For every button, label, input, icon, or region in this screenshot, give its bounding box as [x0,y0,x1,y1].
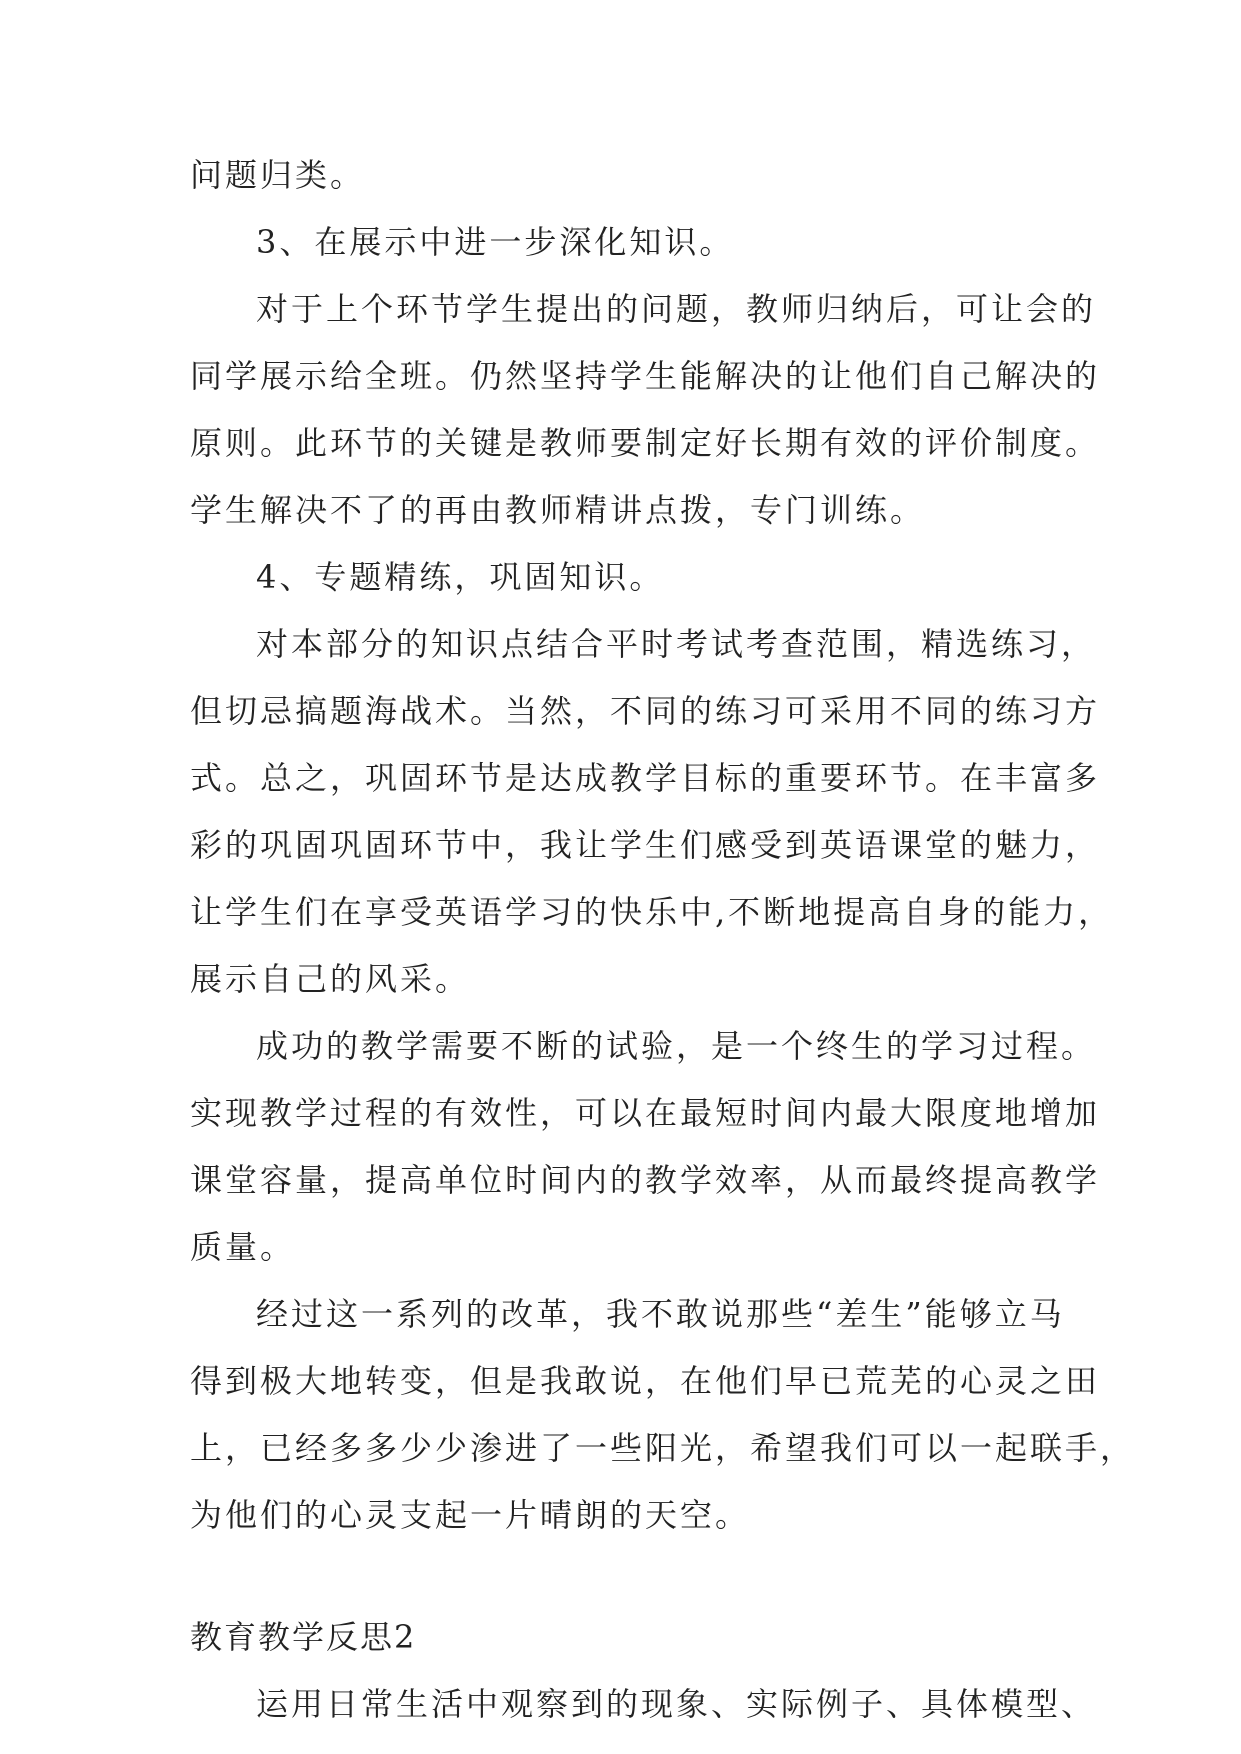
paragraph-line: 为他们的心灵支起一片晴朗的天空。 [190,1496,751,1534]
paragraph-line: 课堂容量，提高单位时间内的教学效率，从而最终提高教学 [190,1161,1101,1199]
paragraph-line: 同学展示给全班。仍然坚持学生能解决的让他们自己解决的 [190,357,1101,395]
paragraph-line: 运用日常生活中观察到的现象、实际例子、具体模型、 [256,1685,1097,1723]
paragraph-line: 得到极大地转变，但是我敢说，在他们早已荒芜的心灵之田 [190,1362,1101,1400]
list-item-4: 4、专题精练，巩固知识。 [256,558,665,596]
paragraph-line: 学生解决不了的再由教师精讲点拨，专门训练。 [190,491,926,529]
paragraph-line: 但切忌搞题海战术。当然，不同的练习可采用不同的练习方 [190,692,1101,730]
paragraph-line: 展示自己的风采。 [190,960,471,998]
paragraph-line: 对本部分的知识点结合平时考试考查范围，精选练习， [256,625,1097,663]
paragraph-line: 让学生们在享受英语学习的快乐中,不断地提高自身的能力， [190,893,1114,931]
paragraph-line: 成功的教学需要不断的试验，是一个终生的学习过程。 [256,1027,1097,1065]
paragraph-line: 经过这一系列的改革，我不敢说那些“差生”能够立马 [256,1295,1065,1333]
paragraph-line: 上，已经多多少少渗进了一些阳光，希望我们可以一起联手， [190,1429,1136,1467]
paragraph-line: 问题归类。 [190,156,366,194]
paragraph-line: 式。总之，巩固环节是达成教学目标的重要环节。在丰富多 [190,759,1101,797]
paragraph-line: 实现教学过程的有效性，可以在最短时间内最大限度地增加 [190,1094,1101,1132]
paragraph-line: 原则。此环节的关键是教师要制定好长期有效的评价制度。 [190,424,1101,462]
paragraph-line: 彩的巩固巩固环节中，我让学生们感受到英语课堂的魅力， [190,826,1101,864]
list-item-3: 3、在展示中进一步深化知识。 [256,223,735,261]
section-heading: 教育教学反思2 [190,1618,417,1656]
paragraph-line: 质量。 [190,1228,296,1266]
paragraph-line: 对于上个环节学生提出的问题，教师归纳后，可让会的 [256,290,1097,328]
